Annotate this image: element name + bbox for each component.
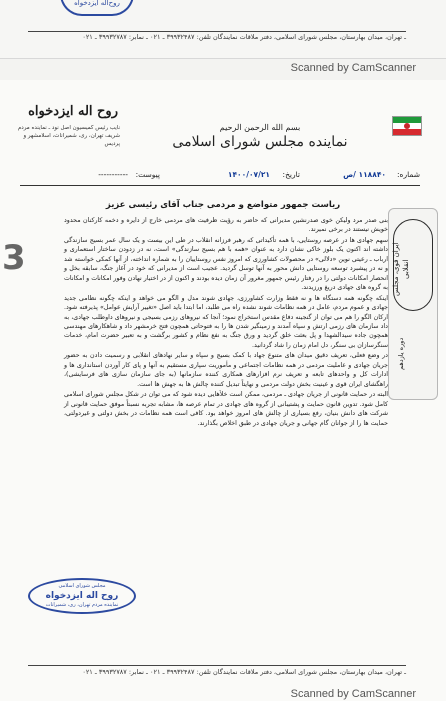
- margin-page-number: 3: [2, 238, 26, 278]
- stamp-name: روح اله ایزدخواه: [45, 591, 119, 601]
- attachment-label: پیوست:: [135, 170, 160, 179]
- letterhead-basmala: بسم الله الرحمن الرحیم: [219, 123, 301, 132]
- paragraph: سهم جهادی ها در عرصه روستایی، با همه تأکیداتی که رهبر فرزانه انقلاب در طی این بیست و یک سال عمر بسیج سازندگی داشته اند اکنون یک بلوز خاکی نشان دارد به عنوان «همه با هم بسیج سازندگی» است، نه در زدودن ساختار استعماری و ارباب ـ رعیتی نوین «دلالی» در محصولات کشاورزی که امروز نفس روستاییان را به شماره انداخته، از آنها کمکی خواسته شد و نه در پیشبرد توسعه روستایی دانش محور به آنها توسل گردید. عجیب است از مدیرانی که خود در آغاز جنگ، سابقه بخل و انحصار امکانات دولتی را در رفتار رئیس جمهور مغرور آن زمان دیده بودند و اکنون از در اختیار نهادن وفور امکانات و امکانات به گروه های جهادی دریغ ورزیدند.: [64, 236, 388, 292]
- iran-flag-icon: [392, 116, 422, 136]
- number-label: شماره:: [397, 170, 420, 179]
- letterhead-slogan: نماینده مجلس شورای اسلامی: [172, 134, 348, 150]
- parliament-badge: [388, 208, 438, 400]
- meta-rule: [20, 185, 420, 186]
- badge-term: دوره یازدهم: [397, 337, 405, 371]
- paragraph: بنی صدر مرد ولیکن خوی صدرنشین مدیرانی که حاضر به رؤیت ظرفیت های مردمی خارج از دایره و دخمه کارکنان محدود خویش نیستند در برخی نمیرند.: [64, 217, 388, 234]
- bottom-camscanner-watermark: Scanned by CamScanner: [290, 688, 416, 700]
- paragraph: البته در حمایت قانونی از جریان جهادی ـ مردمی، ممکن است خلأهایی دیده شود که می توان در شکل مجلس شورای اسلامی کامل شود. تدوین قانون حمایت و پشتیبانی از گروه های جهادی در تمام عرصه ها، مشابه تجربه نسبتاً موفق حمایت قانونی از شرکت های دانش بنیان، رفع بسیاری از چالش های امروز خواهد بود. کافی است همه نظامات در بخش دولتی و غیردولتی، حمایت ها را از جوانان گام جهانی و جریان جهادی در طبق اخلاص بگذارند.: [64, 391, 388, 427]
- date-label: تاریخ:: [282, 170, 300, 179]
- letter-body: [64, 216, 388, 429]
- top-stamp-text: روح‌اله ایزدخواه: [74, 0, 120, 7]
- badge-slogan: ایران قوی، مجلس انقلابی: [392, 242, 410, 296]
- letter-title: ریاست جمهور متواضع و مردمی جناب آقای رئیسی عزیز: [105, 200, 341, 210]
- sender-title: نایب رئیس کمیسیون اصل نود ـ نماینده مردم شریف تهران، ری، شمیرانات، اسلامشهر و پردیس: [17, 125, 120, 147]
- sender-name: روح اله ایزدخواه: [28, 104, 118, 119]
- top-footer-rule: [28, 31, 406, 32]
- paragraph: در وضع فعلی، تعریف دقیق میدان های متنوع جهاد با کمک بسیج و سپاه و سایر نهادهای انقلابی و رسمیت دادن به حضور جریان جهادی و عاملیت مردمی در همه نظامات اجتماعی و مأموریت سپاری مستقیم به آنها و پای کار آوردن استانداری ها و ادارات کل و واحدهای تابعه و تعریف نرم افزارهای همکاری کننده سازمانها (به جای سازمان سازی های فرسایشی)، راهگشای ایران قوی و عینیت بخش دولت مردمی و نهایتاً تبدیل کننده چالش ها به جهش ها است.: [64, 352, 388, 388]
- attachment-value: -----------: [98, 170, 128, 179]
- top-stamp: [60, 0, 134, 16]
- previous-page-strip: [0, 0, 446, 59]
- letter-meta: [20, 170, 420, 184]
- stamp-constituency: نماینده مردم تهران، ری، شمیرانات: [45, 602, 119, 608]
- stamp-org: مجلس شورای اسلامی: [58, 583, 106, 589]
- bottom-footer-address: ـ تهران، میدان بهارستان، مجلس شورای اسلامی، دفتر ملاقات نمایندگان تلفن: ۳۹۹۳۲۴۸۷ ـ ۰۲۱ ـ نمابر: ۳۹۹۳۲۷۸۷ ـ ۰۲۱: [82, 668, 406, 676]
- top-camscanner-watermark: Scanned by CamScanner: [290, 62, 416, 74]
- top-footer-address: ـ تهران، میدان بهارستان، مجلس شورای اسلامی، دفتر ملاقات نمایندگان تلفن: ۳۹۹۳۲۴۸۷ ـ ۰۲۱ ـ نمابر: ۳۹۹۳۲۷۸۷ ـ ۰۲۱: [82, 33, 406, 41]
- paragraph: اینکه چگونه همه دستگاه ها و نه فقط وزارت کشاورزی، جهادی شوند مدل و الگو می خواهد و اینکه چگونه نظامی جدید جهادی و عموم مردم، عامل در همه نظامات شوند نشده راه می طلبد، اما ابتدا باید اصل «تغییر آرایش عوامل» پذیرفته شود. ارکان الگو را هم می توان از گنجینه دفاع مقدس استخراج نمود؛ آنجا که نیروهای رزمی بسیجی و نیروهای داوطلب جهادی، به داد سازمان های رزمی ارتش و سپاه آمدند و زمینگیر شدن ها را به فتوحاتی همچون فتح خرمشهر داد و شاهکارهای مهندسی همچون جاده سیدالشهدا و پل بعثت خلق گردید و ورق جنگ به نفع نظام و کشور برگشت و به تعبیر حضرت امام، خدمات سنگرسازان بی سنگر، دل امام زمان را شاد گردانید.: [64, 294, 388, 349]
- date-value: ۱۴۰۰/۰۷/۲۱: [227, 170, 270, 179]
- number-value: ۱۱۸۸۴۰ /ص: [343, 170, 386, 179]
- signature-stamp: [28, 578, 136, 614]
- bottom-footer-rule: [28, 665, 406, 666]
- letterhead-calligraphy: [150, 120, 370, 156]
